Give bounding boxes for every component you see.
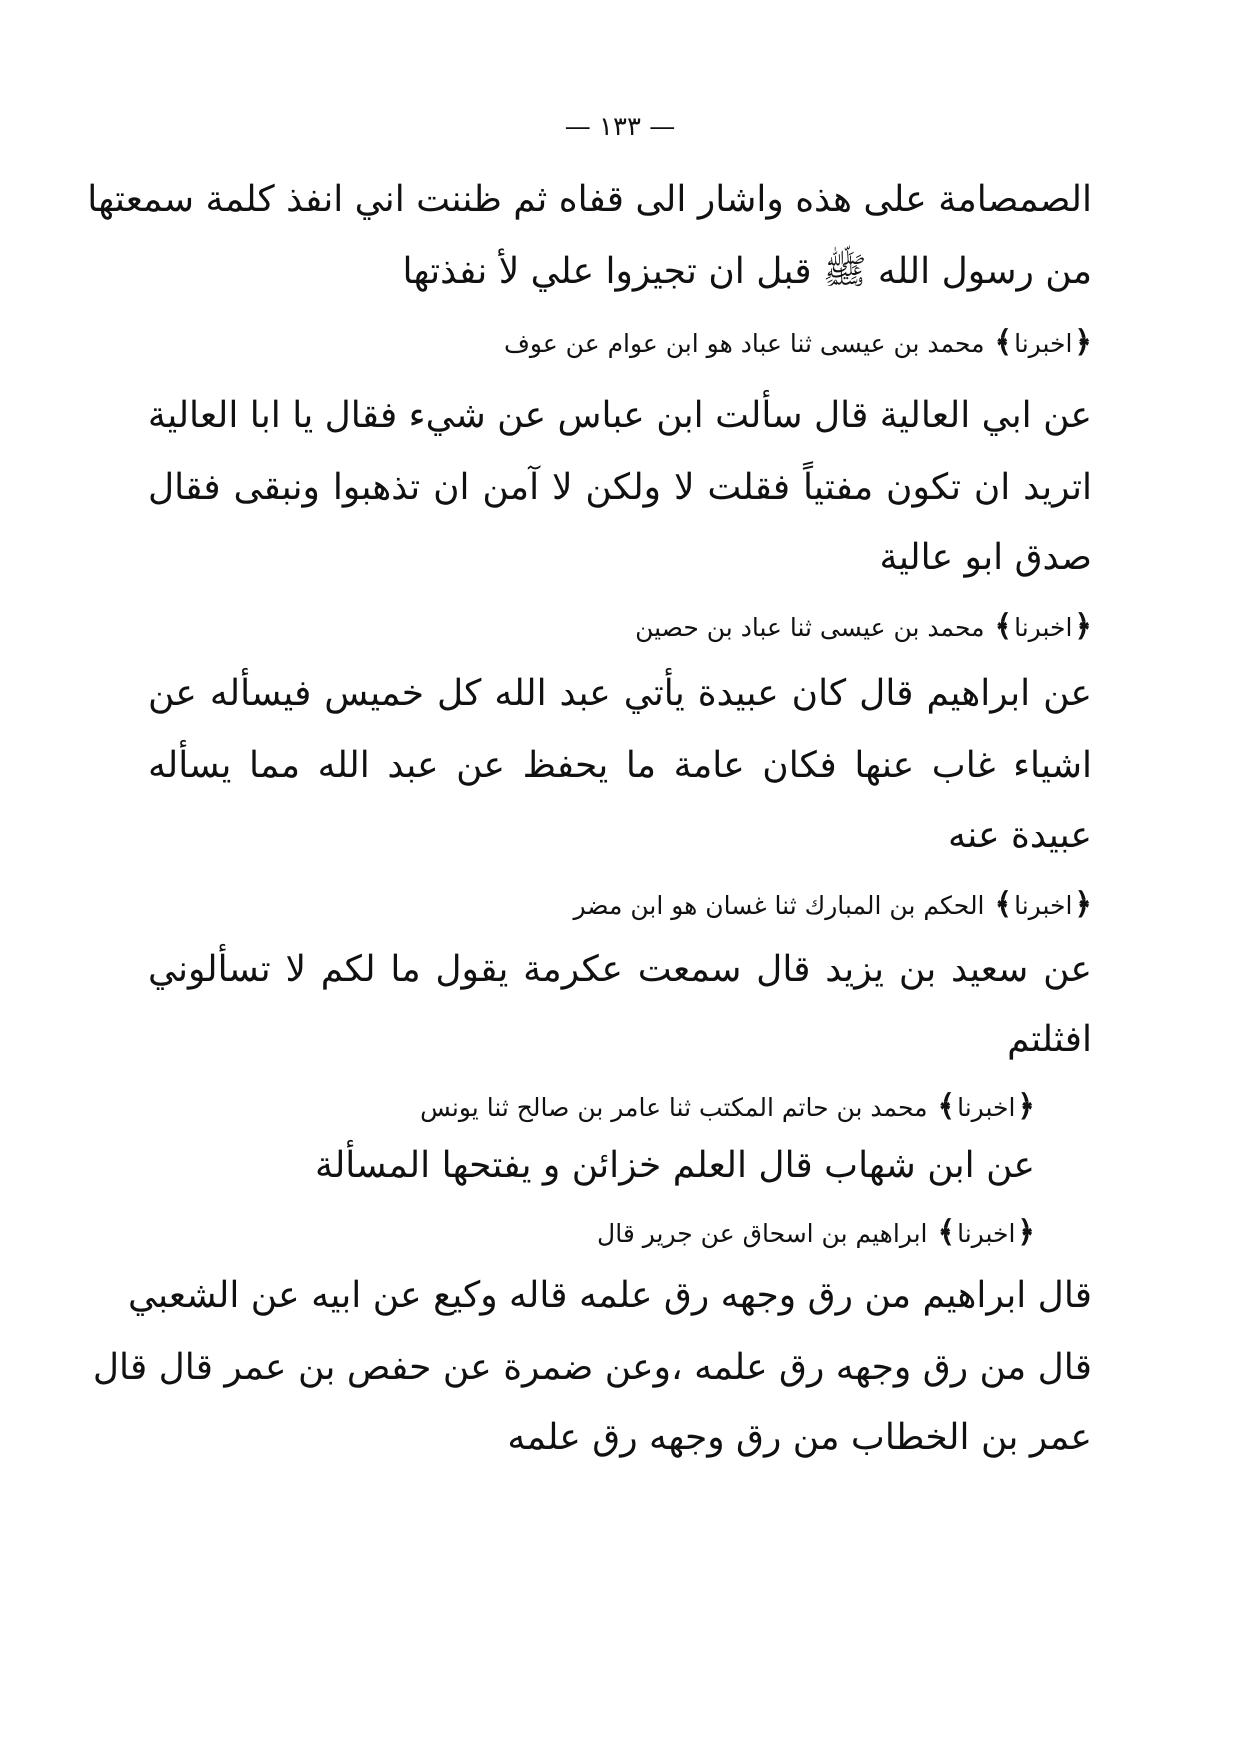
isnad-open-bracket: ﴿ bbox=[1074, 609, 1092, 644]
isnad-chain: محمد بن عيسى ثنا عباد هو ابن عوام عن عوف bbox=[503, 329, 985, 358]
isnad-open-bracket: ﴿ bbox=[1017, 1215, 1035, 1250]
text-line: اشياء غاب عنها فكان عامة ما يحفظ عن عبد الله مما يسأله bbox=[148, 745, 1092, 786]
page-number: — ١٣٣ — bbox=[564, 112, 676, 142]
isnad-label: اخبرنا bbox=[957, 1093, 1016, 1122]
isnad-line bbox=[635, 609, 1092, 644]
isnad-label: اخبرنا bbox=[1014, 613, 1073, 642]
isnad-chain: ابراهيم بن اسحاق عن جرير قال bbox=[597, 1219, 928, 1248]
text-line: صدق ابو عالية bbox=[879, 537, 1092, 578]
text-line: قال من رق وجهه رق علمه ،وعن ضمرة عن حفص بن عمر قال قال bbox=[92, 1347, 1092, 1388]
isnad-open-bracket: ﴿ bbox=[1074, 325, 1092, 360]
isnad-line bbox=[573, 887, 1092, 922]
text-line: عمر بن الخطاب من رق وجهه رق علمه bbox=[507, 1417, 1092, 1458]
isnad-open-bracket: ﴿ bbox=[1017, 1089, 1035, 1124]
text-line: من رسول الله ﷺ قبل ان تجيزوا علي لأ نفذتها bbox=[402, 251, 1092, 292]
text-line: عن سعيد بن يزيد قال سمعت عكرمة يقول ما لكم لا تسألوني bbox=[148, 949, 1092, 990]
isnad-close-bracket: ﴾ bbox=[937, 1215, 956, 1250]
isnad-line bbox=[597, 1215, 1035, 1250]
text-line: افثلتم bbox=[1007, 1019, 1092, 1060]
text-line: عن ابن شهاب قال العلم خزائن و يفتحها المسألة bbox=[315, 1145, 1035, 1186]
isnad-line bbox=[420, 1089, 1035, 1124]
isnad-open-bracket: ﴿ bbox=[1074, 887, 1092, 922]
isnad-close-bracket: ﴾ bbox=[994, 887, 1013, 922]
isnad-chain: محمد بن عيسى ثنا عباد بن حصين bbox=[635, 613, 985, 642]
text-line: عن ابي العالية قال سألت ابن عباس عن شيء فقال يا ابا العالية bbox=[147, 395, 1092, 436]
isnad-label: اخبرنا bbox=[1014, 329, 1073, 358]
text-line: عن ابراهيم قال كان عبيدة يأتي عبد الله كل خميس فيسأله عن bbox=[148, 673, 1093, 714]
isnad-close-bracket: ﴾ bbox=[937, 1089, 956, 1124]
isnad-chain: محمد بن حاتم المكتب ثنا عامر بن صالح ثنا يونس bbox=[420, 1093, 928, 1122]
isnad-chain: الحكم بن المبارك ثنا غسان هو ابن مضر bbox=[573, 891, 985, 920]
text-line: عبيدة عنه bbox=[947, 815, 1092, 856]
isnad-label: اخبرنا bbox=[1014, 891, 1073, 920]
isnad-line bbox=[503, 325, 1092, 360]
isnad-close-bracket: ﴾ bbox=[994, 325, 1013, 360]
isnad-label: اخبرنا bbox=[957, 1219, 1016, 1248]
isnad-close-bracket: ﴾ bbox=[994, 609, 1013, 644]
text-line: الصمصامة على هذه واشار الى قفاه ثم ظننت اني انفذ كلمة سمعتها bbox=[87, 179, 1092, 220]
text-line: اتريد ان تكون مفتياً فقلت لا ولكن لا آمن ان تذهبوا ونبقى فقال bbox=[148, 467, 1092, 508]
text-line: قال ابراهيم من رق وجهه رق علمه قاله وكيع عن ابيه عن الشعبي bbox=[128, 1275, 1092, 1316]
